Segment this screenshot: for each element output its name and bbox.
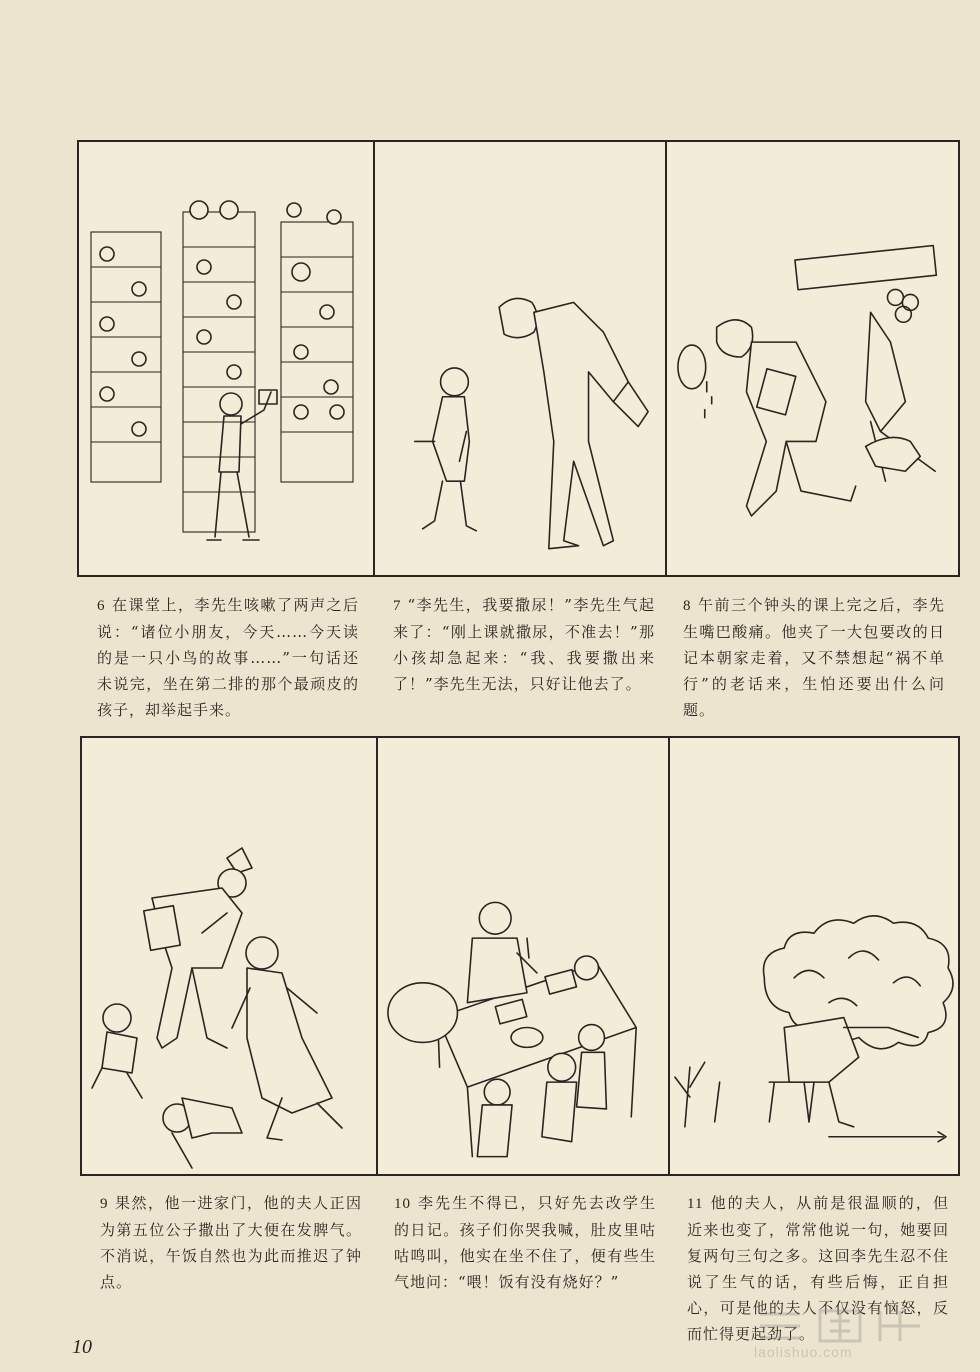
classroom-drawing (79, 142, 373, 575)
caption-text: 李先生不得已，只好先去改学生的日记。孩子们你哭我喊，肚皮里咕咕鸣叫，他实在坐不住了，便有些生气地问：“喂！饭有没有烧好？” (394, 1194, 656, 1291)
page-number: 10 (72, 1336, 92, 1358)
panel-9-illustration (82, 738, 376, 1174)
caption-number: 8 (683, 598, 692, 614)
watermark-logo (750, 1306, 940, 1364)
family-scene-drawing (82, 738, 376, 1174)
panel-10-illustration (376, 738, 668, 1174)
caption-7 (393, 592, 655, 697)
watermark-text: laolishuo.com (754, 1344, 853, 1360)
caption-number: 9 (100, 1196, 109, 1212)
watermark-mark-icon (750, 1306, 940, 1346)
caption-text: “李先生，我要撒尿！”李先生气起来了：“刚上课就撒尿，不准去！”那小孩却急起来：“我、我要撒出来了！”李先生无法，只好让他去了。 (393, 596, 655, 693)
panel-11-illustration (668, 738, 958, 1174)
caption-number: 10 (394, 1196, 411, 1212)
caption-number: 7 (393, 598, 402, 614)
caption-text: 他的夫人，从前是很温顺的，但近来也变了，常常他说一句，她要回复两句三句之多。这回李先生忍不住说了生气的话，有些后悔，正自担心，可是他的夫人不仅没有恼怒，反而忙得更起劲了。 (687, 1194, 949, 1343)
caption-text: 午前三个钟头的课上完之后，李先生嘴巴酸痛。他夹了一大包要改的日记本朝家走着，又不禁想起“祸不单行”的老话来，生怕还要出什么问题。 (683, 596, 945, 719)
caption-number: 6 (97, 598, 106, 614)
correcting-diaries-drawing (378, 738, 668, 1174)
panel-6-illustration (79, 142, 373, 575)
caption-8 (683, 592, 945, 723)
caption-text: 果然，他一进家门，他的夫人正因为第五位公子撒出了大便在发脾气。不消说，午饭自然也为此而推迟了钟点。 (100, 1194, 362, 1291)
panel-8-illustration (665, 142, 958, 575)
panel-row-top (77, 140, 960, 577)
panel-7-illustration (373, 142, 665, 575)
caption-number: 11 (687, 1196, 704, 1212)
caption-9 (100, 1190, 362, 1295)
panel-row-bottom (80, 736, 960, 1176)
teacher-walking-drawing (667, 142, 958, 575)
boy-and-teacher-drawing (375, 142, 665, 575)
caption-10 (394, 1190, 656, 1295)
caption-text: 在课堂上，李先生咳嗽了两声之后说：“诸位小朋友，今天……今天读的是一只小鸟的故事……”一句话还未说完，坐在第二排的那个最顽皮的孩子，却举起手来。 (97, 596, 359, 719)
caption-6 (97, 592, 359, 723)
wife-cooking-drawing (670, 738, 958, 1174)
